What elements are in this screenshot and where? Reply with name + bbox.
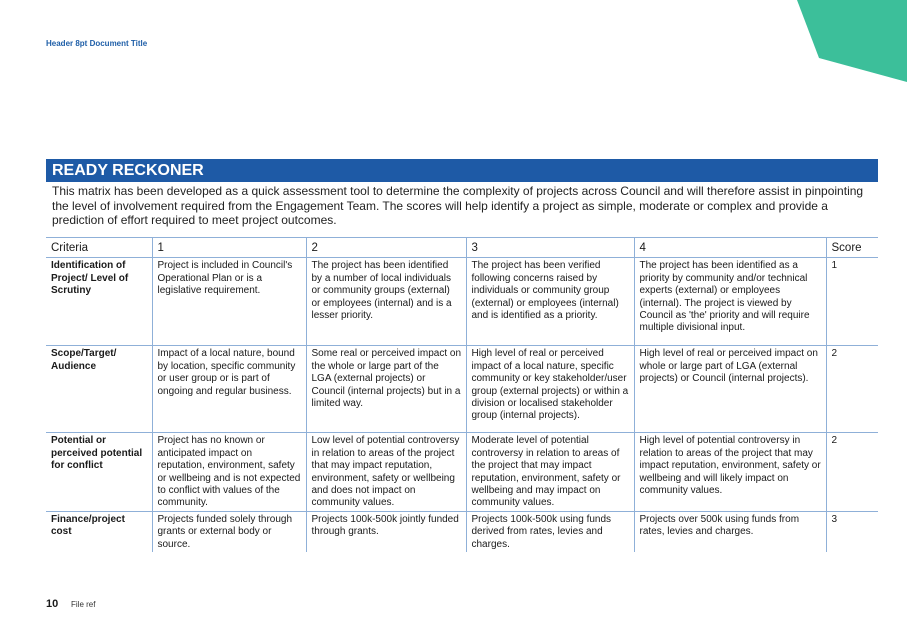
table-row [46,346,878,433]
table-row [46,258,878,346]
level-2-cell: Some real or perceived impact on the whole or large part of the LGA (external projects) or Council (internal projects) but in a limited way. [306,346,466,433]
criteria-cell: Finance/project cost [51,513,125,538]
level-2-cell: The project has been identified by a number of local individuals or community groups (external) or employees (internal) and is a lesser priority. [306,258,466,346]
level-1-cell: Project has no known or anticipated impact on reputation, environment, safety or wellbeing and is not expected to conflict with values of the community. [152,433,306,511]
criteria-cell: Scope/Target/ Audience [46,346,152,433]
level-3-cell: Moderate level of potential controversy in relation to areas of the project that may impact reputation, environment, safety or wellbeing and may impact on community values. [466,433,634,511]
table-row [46,433,878,511]
score-cell: 1 [826,258,878,346]
score-cell: 3 [826,511,878,552]
level-3-cell: High level of real or perceived impact of a local nature, specific community or key stakeholder/user group (external projects) or within a division or localised stakeholder group (internal projects). [466,346,634,433]
ready-reckoner-table [46,237,878,552]
criteria-cell: Identification of Project/ Level of Scrutiny [46,258,152,346]
score-cell: 2 [826,346,878,433]
section-title: READY RECKONER [46,159,878,182]
level-2-cell: Projects 100k-500k jointly funded through grants. [306,511,466,552]
level-4-cell: High level of real or perceived impact on whole or large part of LGA (external projects) or Council (internal projects). [634,346,826,433]
level-4-cell: The project has been identified as a priority by community and/or technical experts (external) or employees (internal). The project is viewed by Council as 'the' priority and will require multiple divisional input. [634,258,826,346]
column-header-1: 1 [152,238,306,258]
column-header-3: 3 [466,238,634,258]
page-number: 10 [46,598,59,610]
level-4-cell: High level of potential controversy in relation to areas of the project that may impact reputation, environment, safety or wellbeing and will likely impact on community values. [634,433,826,511]
table-header-row [46,238,878,258]
level-3-cell: Projects 100k-500k using funds derived from rates, levies and charges. [466,511,634,552]
column-header-score: Score [826,238,878,258]
criteria-cell: Potential or perceived potential for conflict [46,433,152,511]
level-2-cell: Low level of potential controversy in relation to areas of the project that may impact reputation, environment, safety or wellbeing and does not impact on community values. [306,433,466,511]
level-1-cell: Impact of a local nature, bound by location, specific community or user group or is part of ongoing and regular business. [152,346,306,433]
level-3-cell: The project has been verified following concerns raised by individuals or community group (external) or employees (internal) and is identified as a priority. [466,258,634,346]
document-title: Header 8pt Document Title [46,39,148,48]
score-cell: 2 [826,433,878,511]
column-header-4: 4 [634,238,826,258]
level-1-cell: Projects funded solely through grants or external body or source. [152,511,306,552]
table-row [46,511,878,552]
column-header-criteria: Criteria [46,238,152,258]
column-header-2: 2 [306,238,466,258]
level-4-cell: Projects over 500k using funds from rates, levies and charges. [634,511,826,552]
file-ref: File ref [71,600,96,609]
corner-decoration [797,0,907,85]
intro-paragraph: This matrix has been developed as a quick assessment tool to determine the complexity of projects across Council and will therefore assist in pinpointing the level of involvement required from the Engagement Team. The scores will help identify a project as simple, moderate or complex and provide a prediction of effort required to meet project outcomes. [52,184,864,227]
level-1-cell: Project is included in Council's Operational Plan or is a legislative requirement. [152,258,306,346]
